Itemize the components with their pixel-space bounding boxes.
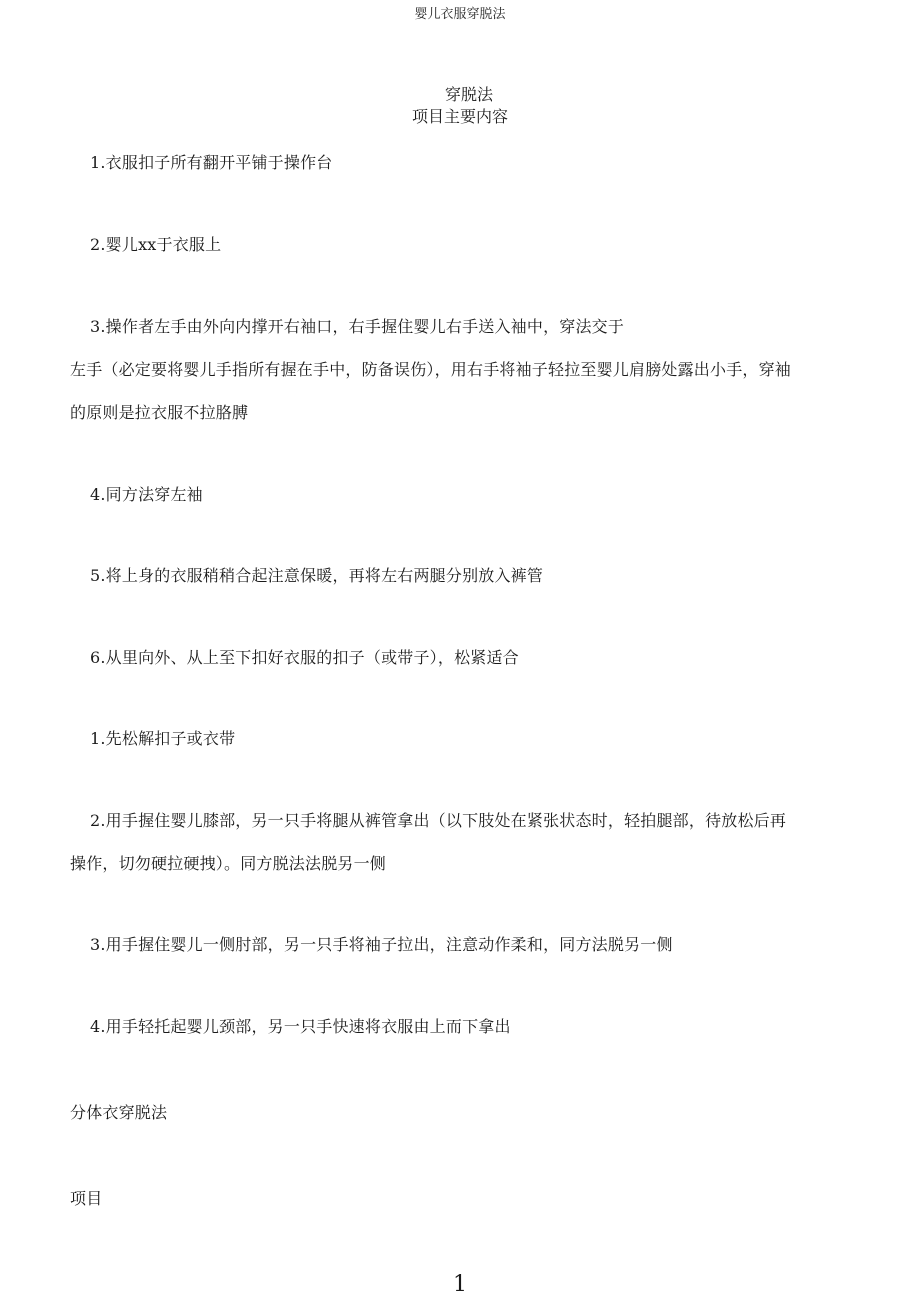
dressing-step-5: 5.将上身的衣服稍稍合起注意保暖，再将左右两腿分别放入裤管	[90, 566, 544, 585]
undressing-step-2-cont: 操作，切勿硬拉硬拽）。同方脱法法脱另一侧	[70, 854, 387, 873]
dressing-step-3-cont-2: 的原则是拉衣服不拉胳膊	[70, 403, 249, 422]
undressing-step-2: 2.用手握住婴儿膝部，另一只手将腿从裤管拿出（以下肢处在紧张状态时，轻拍腿部，待放松后再	[90, 811, 787, 830]
undressing-step-4: 4.用手轻托起婴儿颈部，另一只手快速将衣服由上而下拿出	[90, 1017, 511, 1036]
document-subtitle: 项目主要内容	[411, 107, 508, 126]
section-subheading: 项目	[70, 1189, 103, 1208]
undressing-step-3: 3.用手握住婴儿一侧肘部，另一只手将袖子拉出，注意动作柔和，同方法脱另一侧	[90, 935, 673, 954]
section-heading: 分体衣穿脱法	[70, 1103, 168, 1122]
document-title: 穿脱法	[444, 85, 493, 104]
dressing-step-3: 3.操作者左手由外向内撑开右袖口，右手握住婴儿右手送入袖中，穿法交于	[90, 317, 625, 336]
undressing-step-1: 1.先松解扣子或衣带	[90, 729, 236, 748]
page-number: 1	[453, 1272, 467, 1297]
dressing-step-2: 2.婴儿xx于衣服上	[90, 235, 222, 254]
dressing-step-1: 1.衣服扣子所有翻开平铺于操作台	[90, 153, 333, 172]
dressing-step-3-cont-1: 左手（必定要将婴儿手指所有握在手中，防备误伤），用右手将袖子轻拉至婴儿肩膀处露出小手，穿袖	[70, 360, 792, 379]
page-header: 婴儿衣服穿脱法	[414, 7, 506, 22]
dressing-step-6: 6.从里向外、从上至下扣好衣服的扣子（或带子），松紧适合	[90, 648, 519, 667]
dressing-step-4: 4.同方法穿左袖	[90, 485, 203, 504]
